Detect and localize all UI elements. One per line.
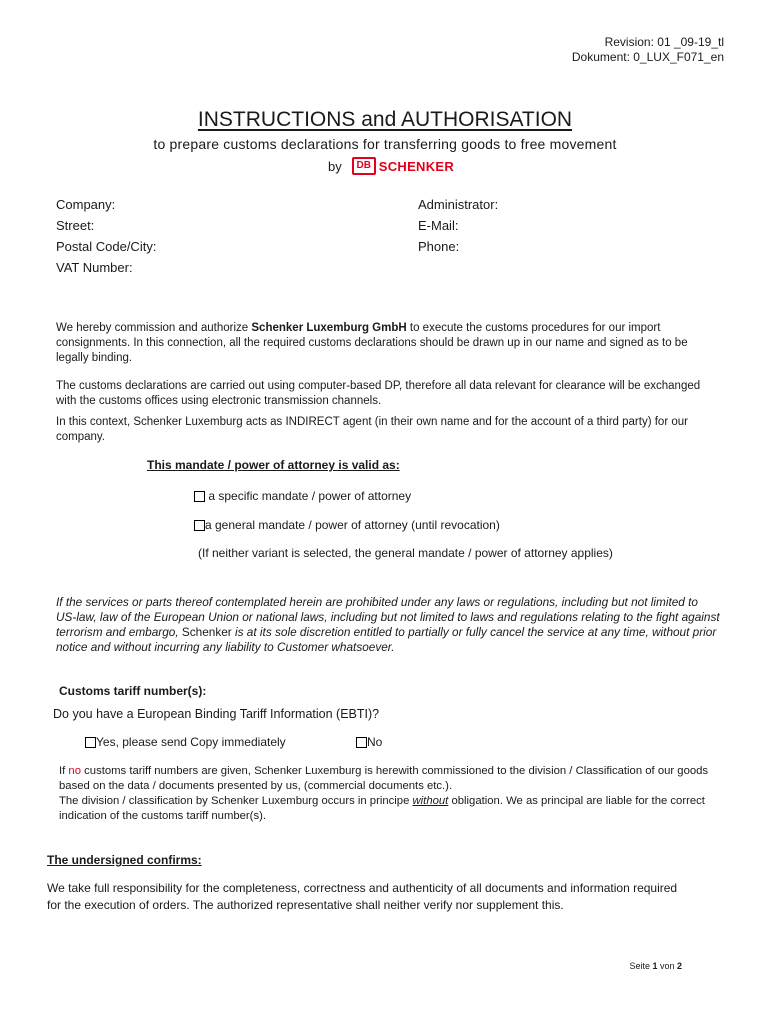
- no-highlight: no: [68, 765, 81, 777]
- field-street: Street:: [56, 218, 95, 233]
- tariff-heading: Customs tariff number(s):: [59, 684, 207, 698]
- page-title: INSTRUCTIONS and AUTHORISATION: [197, 108, 573, 131]
- disclaimer-paragraph: If the services or parts thereof contemplated herein are prohibited under any laws or regulations, including but not limited to US-law, law of the European Union or national laws, including but not limited to laws and regulations relating to the fight against terrorism and embargo, Schenker is at its sole discretion entitled to partially or fully cancel the service at any time, without prior notice and without incurring any liability to Customer whatsoever.: [56, 595, 720, 654]
- field-phone: Phone:: [418, 239, 460, 254]
- confirm-heading: The undersigned confirms:: [47, 853, 202, 867]
- revision-info: [572, 35, 724, 65]
- mandate-option-general: a general mandate / power of attorney (until revocation): [194, 518, 500, 532]
- company-name: Schenker Luxemburg GmbH: [251, 322, 407, 334]
- confirm-paragraph: We take full responsibility for the completeness, correctness and authenticity of all documents and information required for the execution of orders. The authorized representative shall neither verify nor supplement this.: [47, 881, 678, 912]
- commission-paragraph: We hereby commission and authorize Schenker Luxemburg GmbH to execute the customs procedures for our import consignments. In this connection, all the required customs declarations should be drawn up in our name and signed as to be legally binding.: [56, 322, 688, 364]
- mandate-heading: This mandate / power of attorney is valid as:: [147, 458, 400, 472]
- without-emphasis: without: [412, 795, 449, 807]
- schenker-logo-text: SCHENKER: [378, 158, 455, 174]
- field-company: Company:: [56, 197, 116, 212]
- field-administrator: Administrator:: [418, 197, 499, 212]
- specific-mandate-checkbox[interactable]: [194, 491, 205, 502]
- field-email: E-Mail:: [418, 218, 459, 233]
- ebti-question: Do you have a European Binding Tariff Information (EBTI)?: [53, 707, 380, 721]
- ebti-option-yes: Yes, please send Copy immediately: [85, 735, 286, 749]
- mandate-note: (If neither variant is selected, the general mandate / power of attorney applies): [198, 546, 613, 560]
- general-mandate-checkbox[interactable]: [194, 520, 205, 531]
- field-postal-city: Postal Code/City:: [56, 239, 157, 254]
- db-logo-icon: DB: [352, 157, 376, 175]
- ebti-no-checkbox[interactable]: [356, 737, 367, 748]
- agent-paragraph: In this context, Schenker Luxemburg acts as INDIRECT agent (in their own name and for the account of a third party) for our company.: [56, 416, 688, 443]
- db-schenker-logo: [352, 157, 454, 175]
- ebti-yes-checkbox[interactable]: [85, 737, 96, 748]
- page-subtitle: to prepare customs declarations for transferring goods to free movement: [153, 136, 617, 152]
- by-label: by: [328, 158, 342, 174]
- revision-text: Revision: 01 _09-19_tl: [604, 35, 724, 49]
- declarations-paragraph: The customs declarations are carried out using computer-based DP, therefore all data relevant for clearance will be exchanged with the customs offices using electronic transmission channels.: [56, 380, 701, 407]
- field-vat-number: VAT Number:: [56, 260, 133, 275]
- tariff-info-paragraph: If no customs tariff numbers are given, Schenker Luxemburg is herewith commissioned to the division / Classification of our goods based on the data / documents presented by us, (commercial documents etc.). The division / classification by Schenker Luxemburg occurs in principe without obligation. We as principal are liable for the correct indication of the customs tariff number(s).: [59, 765, 709, 822]
- byline: [328, 157, 454, 175]
- ebti-option-no: No: [356, 735, 382, 749]
- mandate-option-specific: a specific mandate / power of attorney: [194, 489, 411, 503]
- document-id: Dokument: 0_LUX_F071_en: [571, 50, 724, 64]
- page-number: Seite 1 von 2: [629, 961, 682, 971]
